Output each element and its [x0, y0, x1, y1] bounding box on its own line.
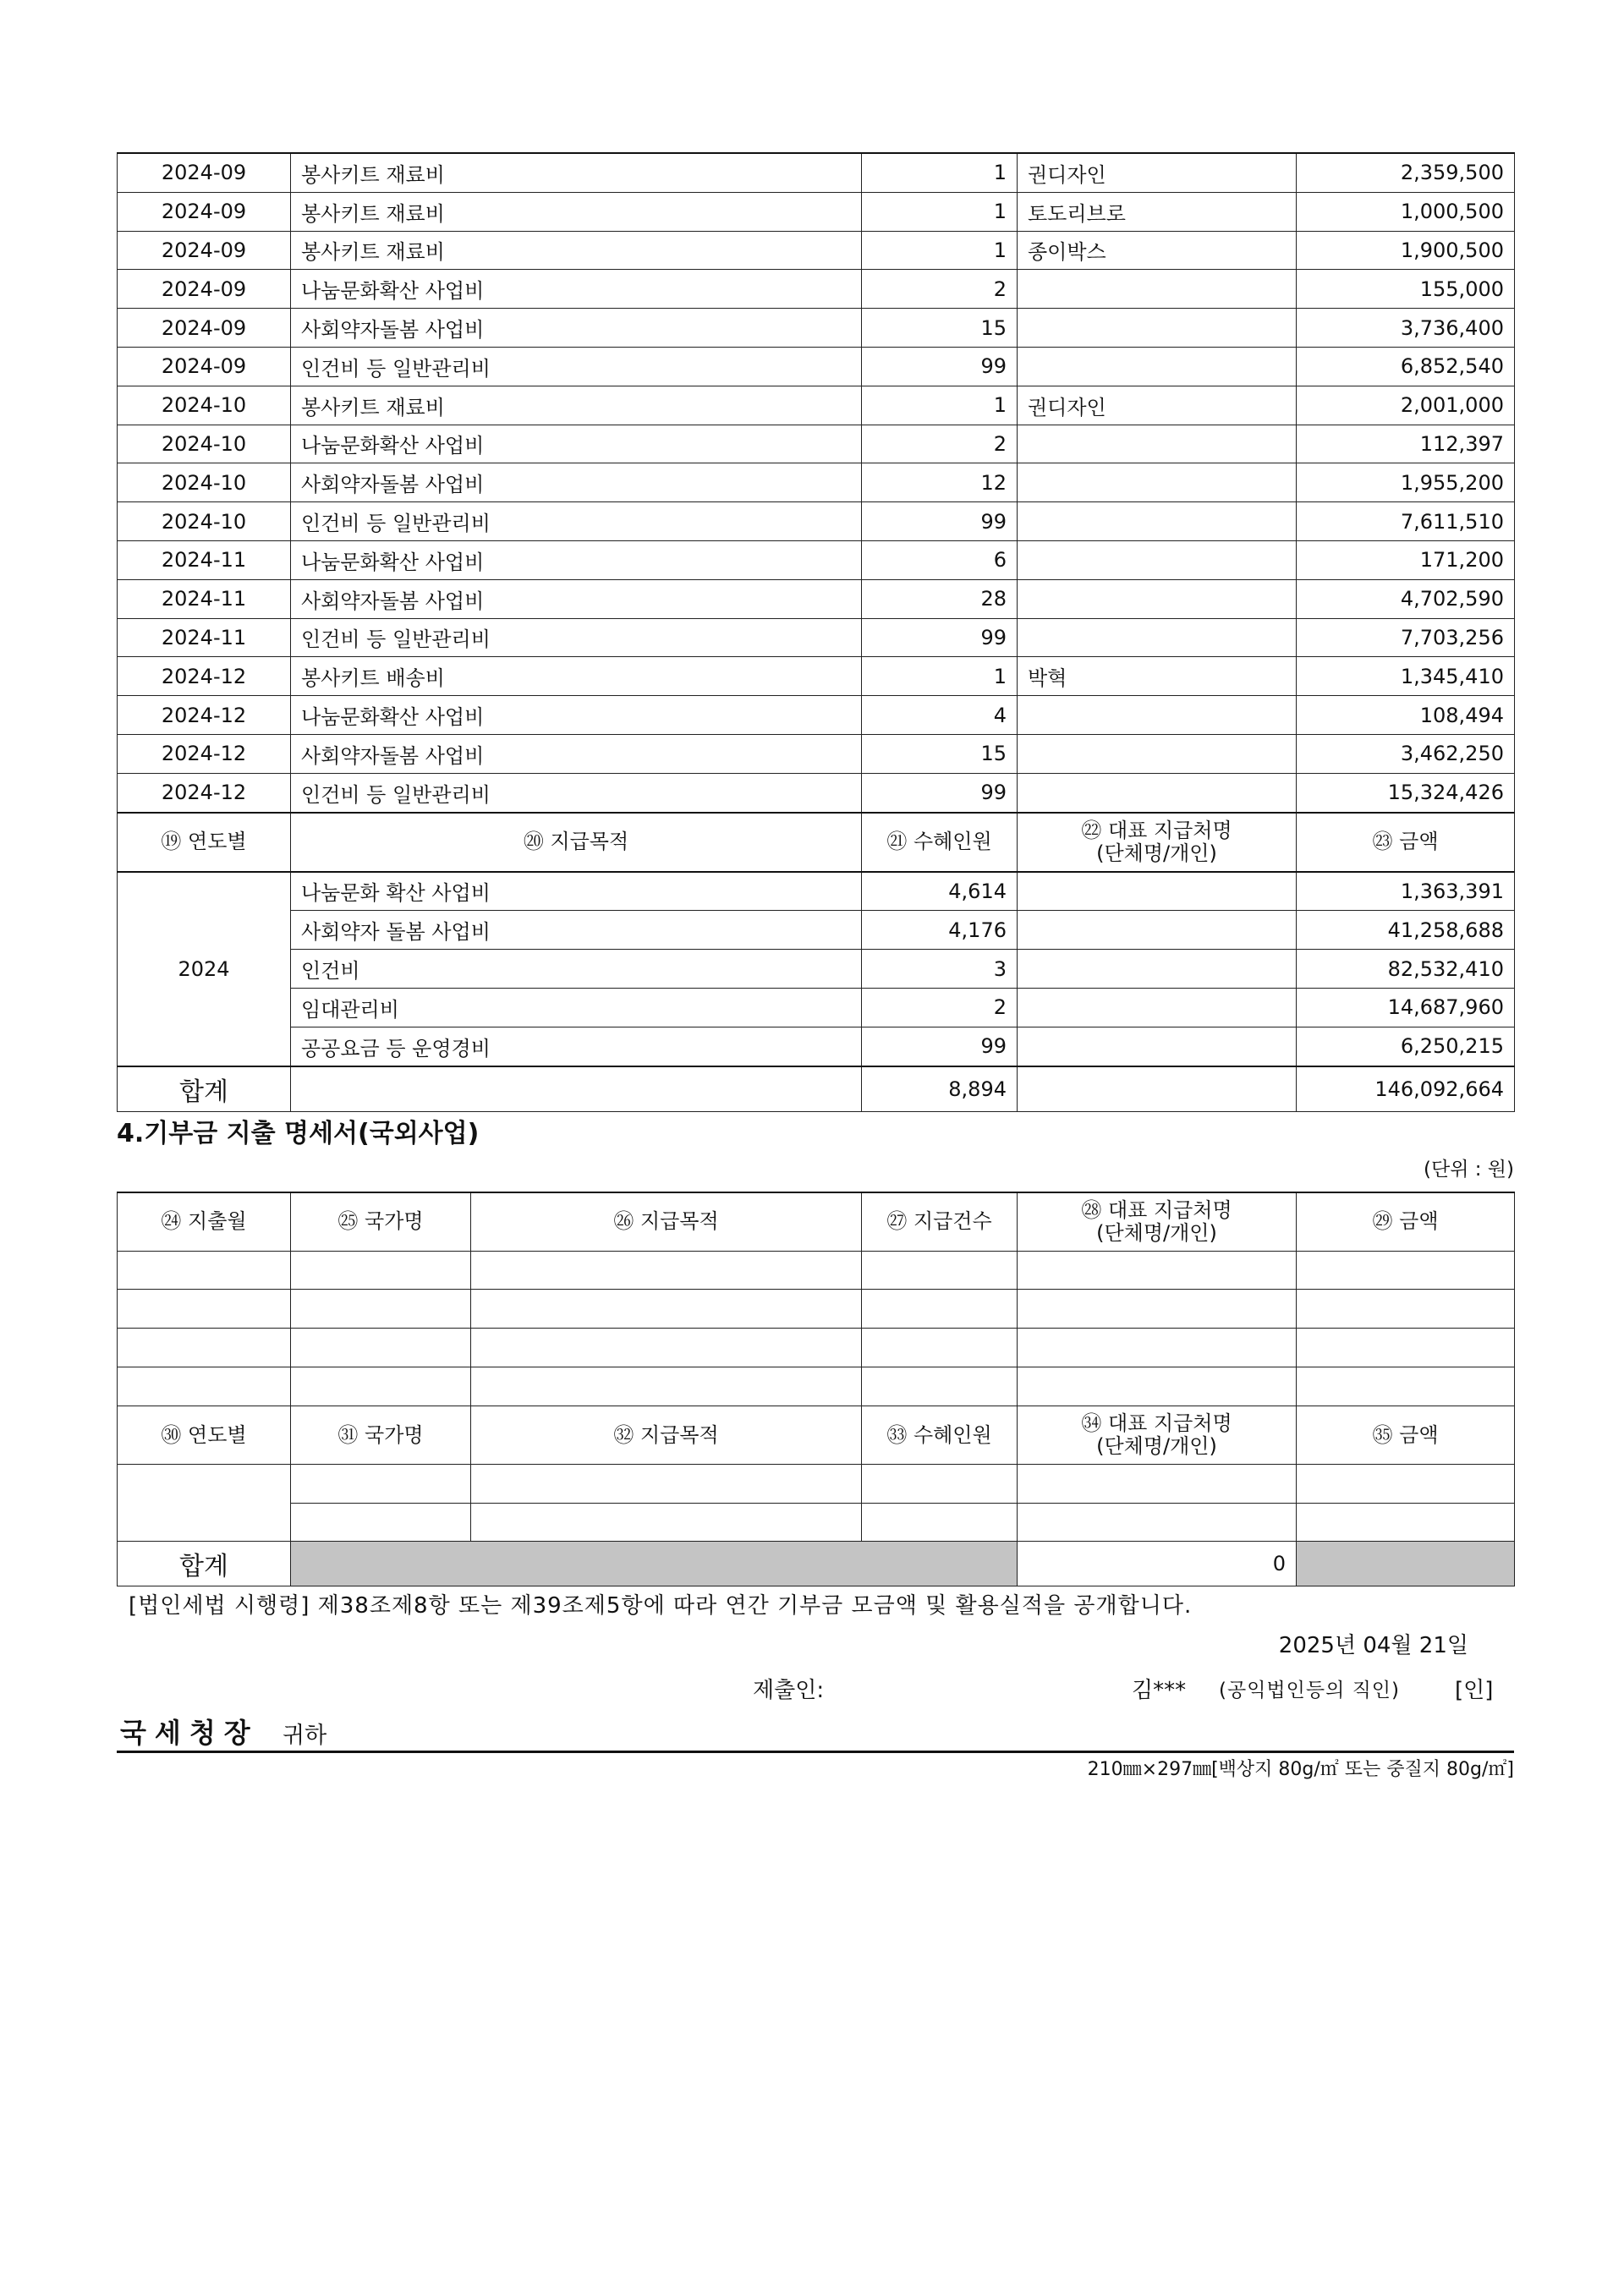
cell-purpose: 사회약자돌봄 사업비 [291, 579, 862, 618]
cell-month: 2024-10 [118, 425, 291, 463]
cell-month: 2024-09 [118, 347, 291, 386]
overseas-expenditure-table [117, 1192, 1515, 1587]
cell-month: 2024-12 [118, 773, 291, 812]
overseas-empty-row [118, 1329, 1515, 1367]
unit-label: (단위 : 원) [1424, 1158, 1514, 1181]
cell-count: 12 [862, 463, 1018, 502]
cell-purpose: 나눔문화확산 사업비 [291, 540, 862, 579]
cell-payee: 박혁 [1018, 657, 1297, 696]
cell-payee [1018, 696, 1297, 735]
cell-payee [1018, 988, 1297, 1027]
table-row [118, 386, 1515, 425]
cell-purpose: 나눔문화 확산 사업비 [291, 872, 862, 911]
cell-payee: 종이박스 [1018, 231, 1297, 270]
cell-payee [1018, 773, 1297, 812]
table-row [118, 502, 1515, 541]
table-row [118, 540, 1515, 579]
seal-mark: [인] [1455, 1678, 1494, 1704]
cell-amount: 7,703,256 [1297, 618, 1515, 657]
summary-row [118, 988, 1515, 1027]
cell-amount: 4,702,590 [1297, 579, 1515, 618]
cell-count: 1 [862, 153, 1018, 192]
overseas-summary-header-row [118, 1406, 1515, 1464]
cell-beneficiaries: 4,614 [862, 872, 1018, 911]
cell-amount: 1,000,500 [1297, 192, 1515, 231]
submitter-line [117, 1666, 1514, 1708]
table-row [118, 347, 1515, 386]
cell-purpose: 공공요금 등 운영경비 [291, 1027, 862, 1066]
overseas-summary-empty-row [118, 1503, 1515, 1542]
header-purpose: ㉜ 지급목적 [471, 1406, 862, 1464]
cell-payee [1018, 911, 1297, 950]
header-amount: ㉓ 금액 [1297, 813, 1515, 872]
total-label: 합계 [118, 1542, 291, 1586]
header-country: ㉕ 국가명 [291, 1192, 471, 1252]
header-payee-line1: ㉒ 대표 지급처명 [1081, 819, 1232, 843]
cell-count: 99 [862, 618, 1018, 657]
total-payee-shaded [1297, 1542, 1515, 1586]
table-row [118, 425, 1515, 463]
cell-month: 2024-09 [118, 153, 291, 192]
header-purpose: ⑳ 지급목적 [291, 813, 862, 872]
cell-month: 2024-11 [118, 618, 291, 657]
table-row [118, 231, 1515, 270]
cell-month: 2024-10 [118, 386, 291, 425]
cell-purpose: 인건비 [291, 950, 862, 989]
summary-year: 2024 [118, 872, 291, 1066]
cell-payee [1018, 579, 1297, 618]
cell-amount: 2,001,000 [1297, 386, 1515, 425]
cell-count: 15 [862, 309, 1018, 348]
cell-month: 2024-11 [118, 579, 291, 618]
cell-count: 99 [862, 502, 1018, 541]
cell-month: 2024-09 [118, 231, 291, 270]
overseas-summary-empty-row [118, 1464, 1515, 1503]
cell-payee [1018, 872, 1297, 911]
cell-purpose: 나눔문화확산 사업비 [291, 696, 862, 735]
header-amount: ㉟ 금액 [1297, 1406, 1515, 1464]
cell-amount: 2,359,500 [1297, 153, 1515, 192]
table-row [118, 657, 1515, 696]
cell-amount: 41,258,688 [1297, 911, 1515, 950]
cell-purpose: 사회약자돌봄 사업비 [291, 463, 862, 502]
summary-row [118, 872, 1515, 911]
cell-purpose: 나눔문화확산 사업비 [291, 425, 862, 463]
cell-amount: 1,363,391 [1297, 872, 1515, 911]
cell-purpose: 나눔문화확산 사업비 [291, 270, 862, 309]
total-beneficiaries: 8,894 [862, 1066, 1018, 1112]
cell-month: 2024-12 [118, 657, 291, 696]
cell-amount: 3,736,400 [1297, 309, 1515, 348]
total-purpose-empty [291, 1066, 862, 1112]
cell-month: 2024-11 [118, 540, 291, 579]
cell-month: 2024-12 [118, 734, 291, 773]
cell-payee [1018, 270, 1297, 309]
cell-purpose: 사회약자 돌봄 사업비 [291, 911, 862, 950]
cell-amount: 14,687,960 [1297, 988, 1515, 1027]
submitter-role: (공익법인등의 직인) [1219, 1680, 1401, 1702]
cell-count: 28 [862, 579, 1018, 618]
header-month: ㉔ 지출월 [118, 1192, 291, 1252]
summary-row [118, 911, 1515, 950]
addressee-line [117, 1708, 1514, 1753]
cell-amount: 6,250,215 [1297, 1027, 1515, 1066]
domestic-expenditure-table [117, 152, 1515, 1112]
cell-count: 1 [862, 192, 1018, 231]
cell-amount: 112,397 [1297, 425, 1515, 463]
addressee-suffix: 귀하 [283, 1723, 327, 1750]
header-year: ㉚ 연도별 [118, 1406, 291, 1464]
cell-count: 2 [862, 425, 1018, 463]
submitter-label: 제출인: [753, 1678, 825, 1704]
section-title-overseas: 4.기부금 지출 명세서(국외사업) [117, 1118, 480, 1148]
cell-purpose: 사회약자돌봄 사업비 [291, 734, 862, 773]
domestic-summary-rows [118, 872, 1515, 1066]
cell-payee [1018, 734, 1297, 773]
header-purpose: ㉖ 지급목적 [471, 1192, 862, 1252]
header-payee-line2: (단체명/개인) [1096, 1220, 1217, 1245]
overseas-empty-row [118, 1290, 1515, 1329]
header-count: ㉗ 지급건수 [862, 1192, 1018, 1252]
submitter-name: 김*** [1132, 1678, 1187, 1704]
cell-count: 1 [862, 657, 1018, 696]
header-payee-line2: (단체명/개인) [1096, 841, 1217, 865]
cell-amount: 3,462,250 [1297, 734, 1515, 773]
table-row [118, 270, 1515, 309]
paper-spec: 210㎜×297㎜[백상지 80g/㎡ 또는 중질지 80g/㎡] [1087, 1759, 1514, 1781]
domestic-detail-rows [118, 153, 1515, 813]
domestic-summary-header-row [118, 813, 1515, 872]
addressee: 국세청장 [120, 1717, 259, 1750]
summary-row [118, 1027, 1515, 1066]
cell-month: 2024-10 [118, 463, 291, 502]
cell-amount: 82,532,410 [1297, 950, 1515, 989]
table-row [118, 734, 1515, 773]
overseas-detail-header-row [118, 1192, 1515, 1252]
cell-payee: 권디자인 [1018, 386, 1297, 425]
header-payee-line2: (단체명/개인) [1096, 1433, 1217, 1458]
overseas-summary-year-empty [118, 1464, 291, 1542]
submission-date: 2025년 04월 21일 [1278, 1633, 1468, 1659]
cell-purpose: 봉사키트 재료비 [291, 153, 862, 192]
cell-payee [1018, 502, 1297, 541]
cell-payee: 토도리브로 [1018, 192, 1297, 231]
header-payee [1018, 813, 1297, 872]
cell-amount: 1,900,500 [1297, 231, 1515, 270]
cell-count: 2 [862, 270, 1018, 309]
cell-beneficiaries: 99 [862, 1027, 1018, 1066]
cell-payee [1018, 347, 1297, 386]
cell-month: 2024-12 [118, 696, 291, 735]
cell-payee: 권디자인 [1018, 153, 1297, 192]
total-amount: 146,092,664 [1297, 1066, 1515, 1112]
cell-payee [1018, 540, 1297, 579]
cell-amount: 108,494 [1297, 696, 1515, 735]
cell-purpose: 인건비 등 일반관리비 [291, 773, 862, 812]
table-row [118, 463, 1515, 502]
cell-purpose: 봉사키트 재료비 [291, 231, 862, 270]
table-row [118, 618, 1515, 657]
cell-payee [1018, 618, 1297, 657]
cell-payee [1018, 309, 1297, 348]
cell-amount: 6,852,540 [1297, 347, 1515, 386]
cell-month: 2024-09 [118, 270, 291, 309]
overseas-empty-row [118, 1251, 1515, 1290]
total-payee-empty [1018, 1066, 1297, 1112]
cell-purpose: 인건비 등 일반관리비 [291, 347, 862, 386]
cell-count: 99 [862, 773, 1018, 812]
header-beneficiaries: ㉑ 수혜인원 [862, 813, 1018, 872]
cell-purpose: 봉사키트 재료비 [291, 386, 862, 425]
cell-beneficiaries: 3 [862, 950, 1018, 989]
cell-amount: 1,345,410 [1297, 657, 1515, 696]
table-row [118, 192, 1515, 231]
legal-note: [법인세법 시행령] 제38조제8항 또는 제39조제5항에 따라 연간 기부금 모금액 및 활용실적을 공개합니다. [129, 1593, 1193, 1619]
cell-count: 1 [862, 386, 1018, 425]
summary-row [118, 950, 1515, 989]
cell-payee [1018, 425, 1297, 463]
total-count: 0 [1018, 1542, 1297, 1586]
total-label: 합계 [118, 1066, 291, 1112]
header-amount: ㉙ 금액 [1297, 1192, 1515, 1252]
cell-count: 6 [862, 540, 1018, 579]
cell-payee [1018, 950, 1297, 989]
header-year: ⑲ 연도별 [118, 813, 291, 872]
cell-amount: 171,200 [1297, 540, 1515, 579]
header-payee-line1: ㉞ 대표 지급처명 [1081, 1411, 1232, 1436]
cell-payee [1018, 463, 1297, 502]
overseas-total-row [118, 1542, 1515, 1586]
table-row [118, 153, 1515, 192]
cell-count: 4 [862, 696, 1018, 735]
total-shaded-cell [291, 1542, 1018, 1586]
header-payee-line1: ㉘ 대표 지급처명 [1081, 1198, 1232, 1223]
cell-payee [1018, 1027, 1297, 1066]
cell-purpose: 임대관리비 [291, 988, 862, 1027]
table-row [118, 309, 1515, 348]
table-row [118, 696, 1515, 735]
cell-amount: 155,000 [1297, 270, 1515, 309]
cell-count: 1 [862, 231, 1018, 270]
cell-amount: 1,955,200 [1297, 463, 1515, 502]
document-page [117, 152, 1514, 1787]
cell-purpose: 인건비 등 일반관리비 [291, 502, 862, 541]
cell-count: 15 [862, 734, 1018, 773]
table-row [118, 773, 1515, 812]
cell-beneficiaries: 2 [862, 988, 1018, 1027]
cell-amount: 15,324,426 [1297, 773, 1515, 812]
header-country: ㉛ 국가명 [291, 1406, 471, 1464]
cell-purpose: 봉사키트 재료비 [291, 192, 862, 231]
cell-count: 99 [862, 347, 1018, 386]
header-payee [1018, 1406, 1297, 1464]
cell-purpose: 사회약자돌봄 사업비 [291, 309, 862, 348]
cell-month: 2024-09 [118, 192, 291, 231]
table-row [118, 579, 1515, 618]
overseas-empty-row [118, 1367, 1515, 1406]
cell-beneficiaries: 4,176 [862, 911, 1018, 950]
cell-month: 2024-10 [118, 502, 291, 541]
cell-purpose: 봉사키트 배송비 [291, 657, 862, 696]
header-beneficiaries: ㉝ 수혜인원 [862, 1406, 1018, 1464]
header-payee [1018, 1192, 1297, 1252]
cell-amount: 7,611,510 [1297, 502, 1515, 541]
cell-purpose: 인건비 등 일반관리비 [291, 618, 862, 657]
cell-month: 2024-09 [118, 309, 291, 348]
domestic-total-row [118, 1066, 1515, 1112]
